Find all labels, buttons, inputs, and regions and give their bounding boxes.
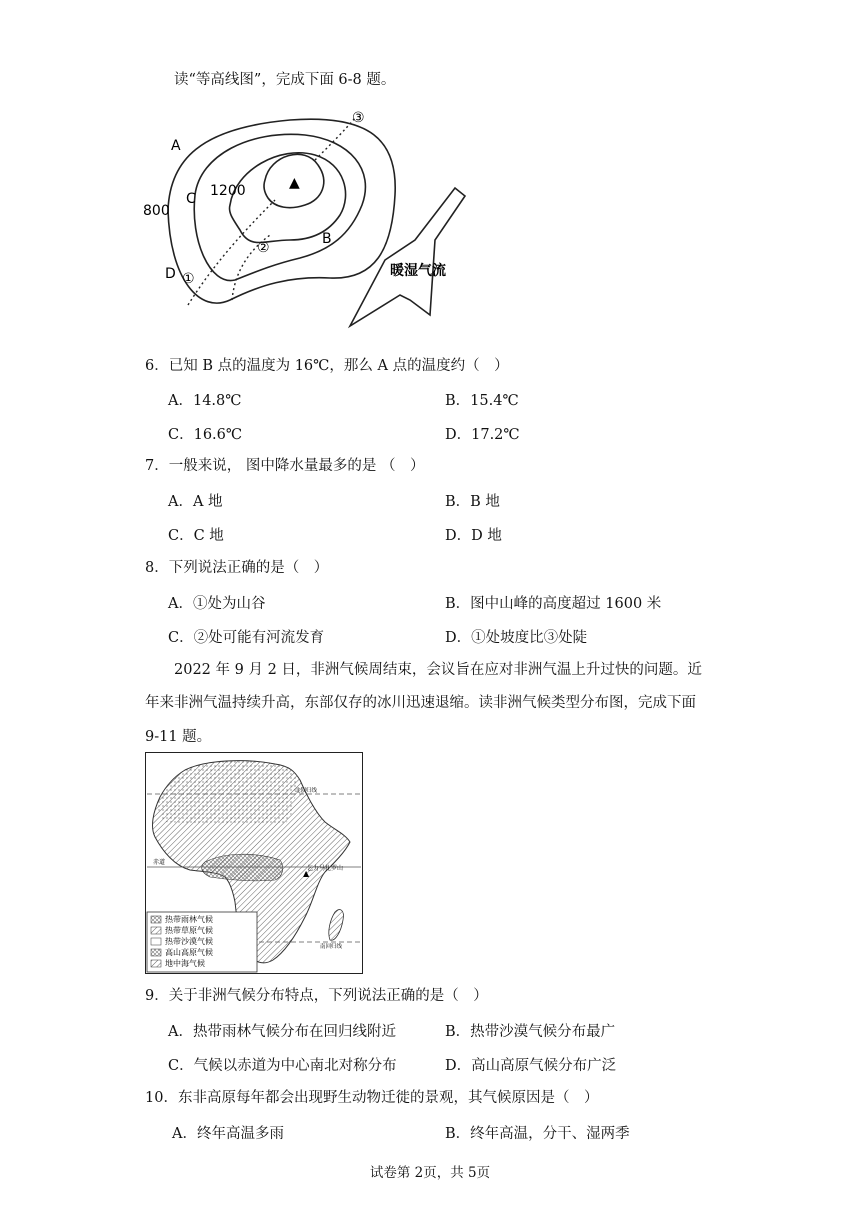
legend-label-savanna: 热带草原气候	[165, 926, 213, 935]
label-circle-2: ②	[257, 240, 270, 256]
label-C: C	[186, 191, 196, 207]
legend-swatch-mediterranean	[151, 960, 161, 967]
label-A: A	[171, 138, 181, 154]
label-circle-1: ①	[182, 271, 195, 287]
peak-triangle: ▲	[289, 175, 300, 191]
q10-option-a[interactable]: A．终年高温多雨	[172, 1126, 284, 1142]
q8-stem: 8．下列说法正确的是（ ）	[145, 560, 329, 576]
q7-option-d[interactable]: D．D 地	[445, 528, 502, 544]
legend-swatch-savanna	[151, 927, 161, 934]
rainforest-zone	[202, 854, 283, 881]
intro-question-9-11-line3: 9-11 题。	[145, 729, 212, 745]
label-B: B	[322, 231, 332, 247]
label-airflow: 暖湿气流	[390, 263, 446, 279]
q7-stem: 7．一般来说， 图中降水量最多的是 （ ）	[145, 458, 425, 474]
q10-option-b[interactable]: B．终年高温，分干、湿两季	[445, 1126, 630, 1142]
legend-label-desert: 热带沙漠气候	[165, 937, 213, 946]
legend-label-highland: 高山高原气候	[165, 948, 213, 957]
intro-question-9-11-line2: 年来非洲气温持续升高，东部仅存的冰川迅速退缩。读非洲气候类型分布图，完成下面	[145, 695, 696, 711]
q6-option-b[interactable]: B．15.4℃	[445, 393, 519, 409]
label-800: 800	[143, 203, 170, 219]
intro-question-9-11-line1: 2022 年 9 月 2 日，非洲气候周结束，会议旨在应对非洲气温上升过快的问题。近	[174, 662, 702, 678]
q9-option-c[interactable]: C．气候以赤道为中心南北对称分布	[168, 1058, 397, 1074]
legend-swatch-desert	[151, 938, 161, 945]
legend-swatch-highland	[151, 949, 161, 956]
contour-line-800	[168, 119, 395, 303]
mountain-marker: ▲	[303, 869, 310, 878]
q9-option-b[interactable]: B．热带沙漠气候分布最广	[445, 1024, 616, 1040]
dotted-line-3	[315, 118, 355, 160]
airflow-arrow	[350, 188, 465, 326]
q6-option-a[interactable]: A．14.8℃	[168, 393, 242, 409]
contour-line-middle	[194, 134, 365, 280]
q7-option-a[interactable]: A．A 地	[168, 494, 223, 510]
legend-label-mediterranean: 地中海气候	[165, 959, 205, 968]
q8-option-a[interactable]: A．①处为山谷	[168, 596, 266, 612]
q10-stem: 10．东非高原每年都会出现野生动物迁徙的景观，其气候原因是（ ）	[145, 1090, 599, 1106]
legend-label-rainforest: 热带雨林气候	[165, 915, 213, 924]
q8-option-d[interactable]: D．①处坡度比③处陡	[445, 630, 588, 646]
contour-map-figure	[140, 100, 480, 335]
q7-option-b[interactable]: B．B 地	[445, 494, 500, 510]
q9-option-a[interactable]: A．热带雨林气候分布在回归线附近	[168, 1024, 396, 1040]
q7-option-c[interactable]: C．C 地	[168, 528, 224, 544]
q9-stem: 9．关于非洲气候分布特点，下列说法正确的是（ ）	[145, 988, 488, 1004]
label-circle-3: ③	[352, 110, 365, 126]
q8-option-b[interactable]: B．图中山峰的高度超过 1600 米	[445, 596, 662, 612]
q6-option-d[interactable]: D．17.2℃	[445, 427, 520, 443]
label-equator: 赤道	[153, 859, 166, 866]
label-1200: 1200	[210, 183, 246, 199]
q6-stem: 6．已知 B 点的温度为 16℃，那么 A 点的温度约（ ）	[145, 358, 509, 374]
label-mountain: 乞力马扎罗山	[307, 865, 344, 872]
intro-question-6-8: 读“等高线图”，完成下面 6-8 题。	[174, 72, 396, 88]
q9-option-d[interactable]: D．高山高原气候分布广泛	[445, 1058, 617, 1074]
label-north-tropic: 北回归线	[295, 788, 318, 794]
label-D: D	[165, 266, 176, 282]
africa-climate-map	[145, 752, 363, 974]
legend-swatch-rainforest	[151, 916, 161, 923]
page-footer: 试卷第 2页，共 5页	[369, 1165, 491, 1181]
q6-option-c[interactable]: C．16.6℃	[168, 427, 243, 443]
label-south-tropic: 南回归线	[320, 944, 343, 950]
q8-option-c[interactable]: C．②处可能有河流发育	[168, 630, 325, 646]
